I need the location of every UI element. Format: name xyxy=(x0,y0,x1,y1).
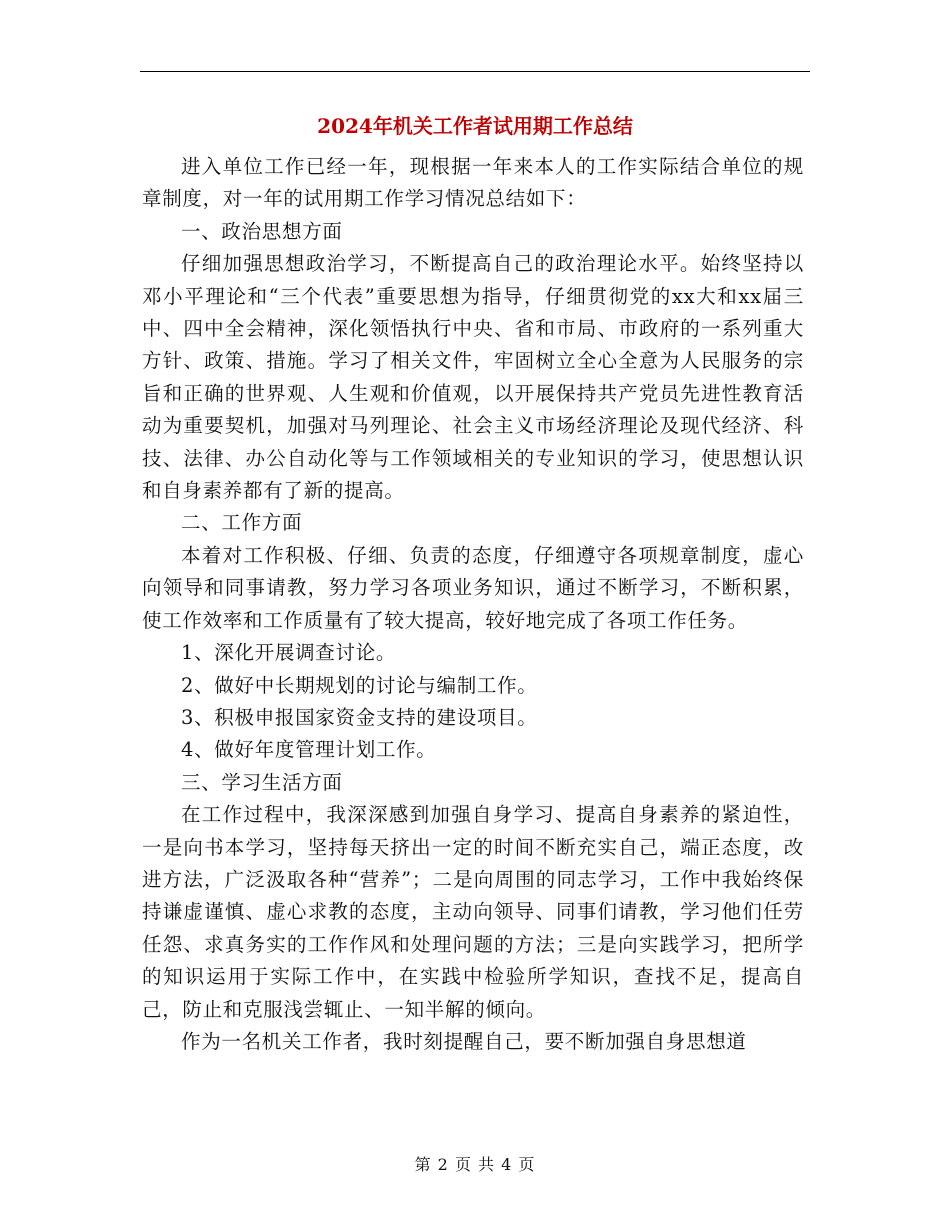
section-heading-work: 二、工作方面 xyxy=(181,511,303,535)
work-list-item: 1、深化开展调查讨论。 xyxy=(181,641,397,665)
header-rule xyxy=(140,71,810,72)
section-heading-study: 三、学习生活方面 xyxy=(181,770,343,794)
politics-paragraph: 仔细加强思想政治学习，不断提高自己的政治理论水平。始终坚持以邓小平理论和“三个代表”重要思想为指导，仔细贯彻党的xx大和xx届三中、四中全会精神，深化领悟执行中央、省和市局、市政府的一系列重大方针、政策、措施。学习了相关文件，牢固树立全心全意为人民服务的宗旨和正确的世界观、人生观和价值观，以开展保持共产党员先进性教育活动为重要契机，加强对马列理论、社会主义市场经济理论及现代经济、科技、法律、办公自动化等与工作领域相关的专业知识的学习，使思想认识和自身素养都有了新的提高。 xyxy=(142,252,804,503)
document-title: 2024年机关工作者试用期工作总结 xyxy=(317,114,633,138)
work-list-item: 4、做好年度管理计划工作。 xyxy=(181,738,437,762)
page-number-label: 第 2 页 共 4 页 xyxy=(414,1155,536,1174)
work-paragraph: 本着对工作积极、仔细、负责的态度，仔细遵守各项规章制度，虚心向领导和同事请教，努力学习各项业务知识，通过不断学习，不断积累，使工作效率和工作质量有了较大提高，较好地完成了各项工作任务。 xyxy=(142,543,804,632)
work-list-item: 3、积极申报国家资金支持的建设项目。 xyxy=(181,705,538,729)
study-paragraph: 在工作过程中，我深深感到加强自身学习、提高自身素养的紧迫性，一是向书本学习，坚持每天挤出一定的时间不断充实自己，端正态度，改进方法，广泛汲取各种“营养”；二是向周围的同志学习，工作中我始终保持谦虚谨慎、虚心求教的态度，主动向领导、同事们请教，学习他们任劳任怨、求真务实的工作作风和处理问题的方法；三是向实践学习，把所学的知识运用于实际工作中，在实践中检验所学知识，查找不足，提高自己，防止和克服浅尝辄止、一知半解的倾向。 xyxy=(142,803,804,1021)
page-footer xyxy=(0,1153,950,1177)
closing-paragraph: 作为一名机关工作者，我时刻提醒自己，要不断加强自身思想道 xyxy=(181,1029,747,1053)
intro-paragraph: 进入单位工作已经一年，现根据一年来本人的工作实际结合单位的规章制度，对一年的试用期工作学习情况总结如下： xyxy=(142,155,804,211)
document-body xyxy=(142,151,804,1058)
work-list-item: 2、做好中长期规划的讨论与编制工作。 xyxy=(181,673,538,697)
section-heading-politics: 一、政治思想方面 xyxy=(181,219,343,243)
